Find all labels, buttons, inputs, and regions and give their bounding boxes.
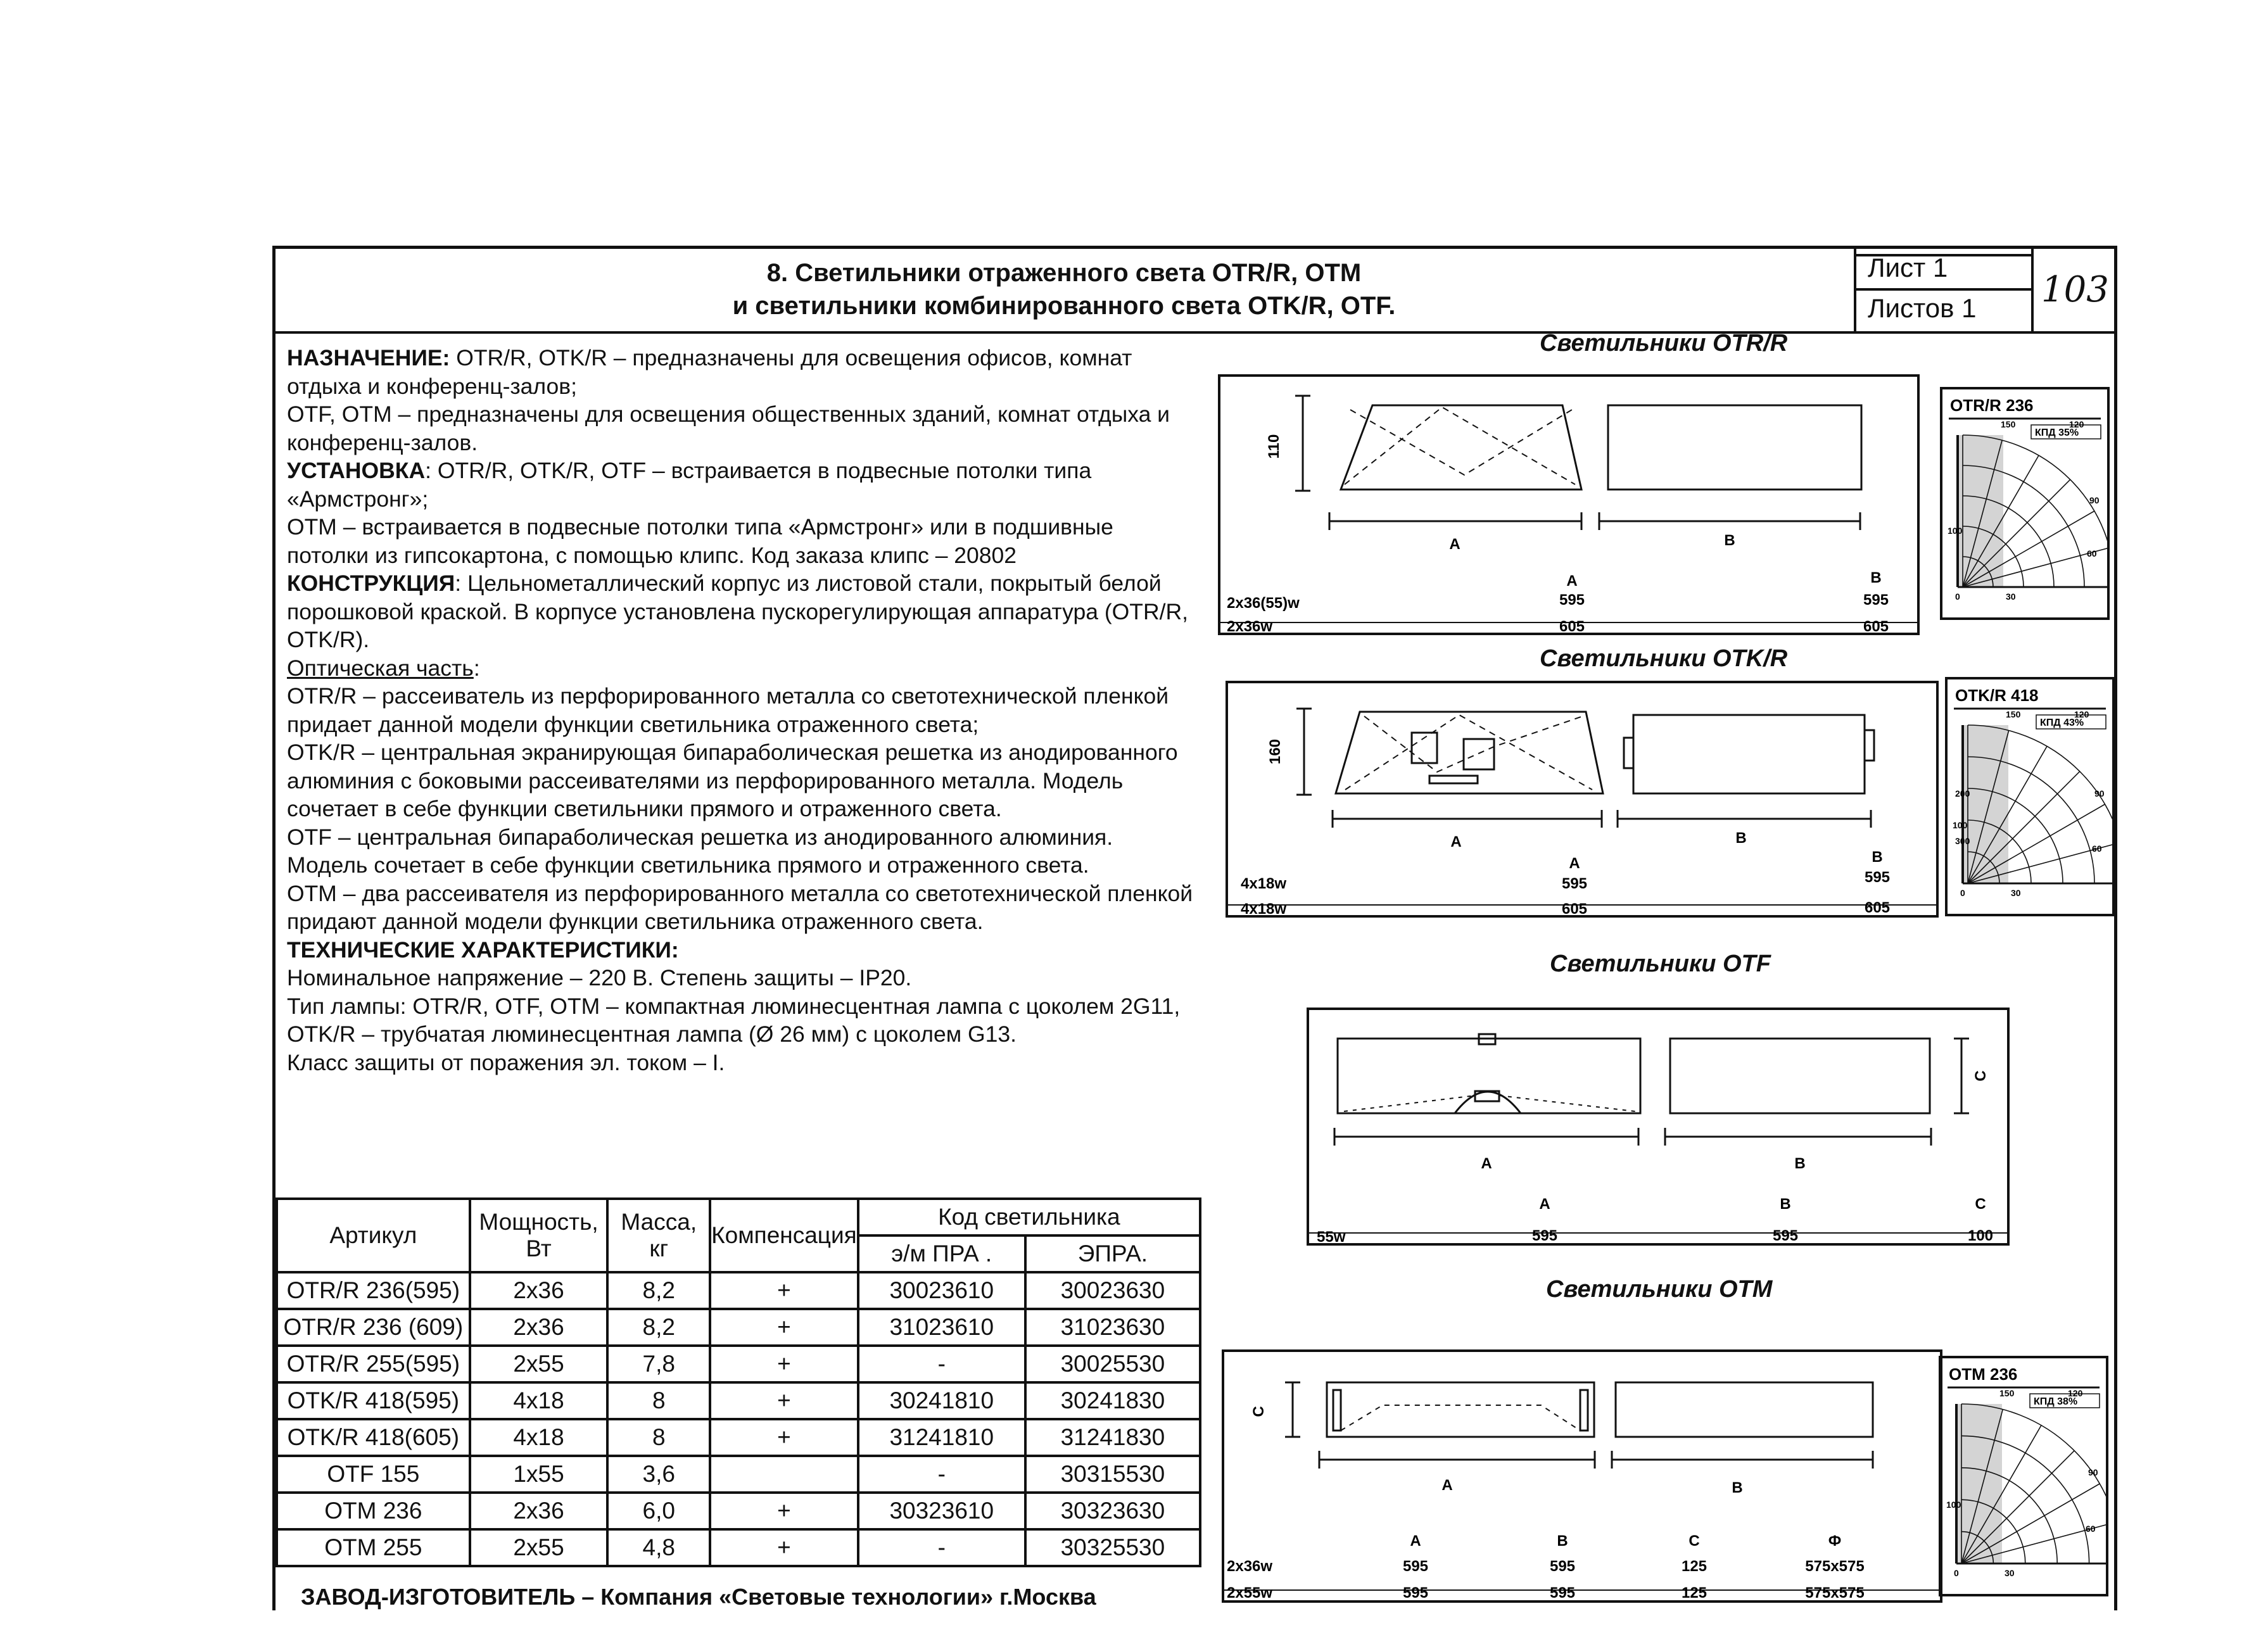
tech-heading: ТЕХНИЧЕСКИЕ ХАРАКТЕРИСТИКИ: [287, 937, 679, 963]
otr-row2-a: 605 [1559, 618, 1585, 633]
cell-compensation: + [710, 1346, 858, 1382]
optics-colon: : [473, 655, 480, 681]
otr-col-b: B [1870, 569, 1882, 586]
polar-tick: 200 [1955, 788, 1970, 799]
polar-tick: 60 [2086, 1524, 2096, 1534]
otr-row2-name: 2x36w [1227, 618, 1273, 633]
title-line-1: 8. Светильники отраженного света OTR/R, OTM [766, 259, 1362, 287]
otm-col-b: B [1557, 1532, 1568, 1550]
col-code-epra: ЭПРА. [1025, 1235, 1200, 1272]
cell-mass: 7,8 [607, 1346, 710, 1382]
cell-compensation: + [710, 1382, 858, 1419]
otr-polar-svg [1942, 389, 2107, 617]
purpose-text: OTR/R, OTK/R – предназначены для освещения офисов, комнат отдыха и конференц-залов; [287, 345, 1132, 399]
tech-lamp: Тип лампы: OTR/R, OTF, OTM – компактная люминесцентная лампа с цоколем 2G11, [287, 993, 1181, 1019]
tech-voltage: Номинальное напряжение – 220 В. Степень защиты – IP20. [287, 965, 912, 990]
cell-code-em: - [858, 1346, 1025, 1382]
polar-title: OTM 236 [1949, 1365, 2018, 1384]
title-line-2: и светильники комбинированного света OTK/R, OTF. [732, 292, 1396, 320]
polar-tick: 60 [2092, 843, 2102, 854]
otr-row2-b: 605 [1863, 618, 1889, 633]
polar-tick: 120 [2074, 709, 2089, 719]
otm-drawing [1222, 1349, 1942, 1603]
otf-dim-a: A [1481, 1155, 1492, 1172]
otm-row1-b: 595 [1549, 1558, 1576, 1575]
construction-heading: КОНСТРУКЦИЯ [287, 571, 455, 596]
cell-mass: 8 [607, 1419, 710, 1456]
spec-table [276, 1197, 1201, 1567]
polar-tick: 90 [2094, 788, 2105, 799]
col-code: Код светильника [858, 1199, 1200, 1235]
otr-height-label: 110 [1265, 434, 1283, 459]
cell-mass: 8 [607, 1382, 710, 1419]
sheet-box [1854, 249, 2034, 331]
tech-lamp-otk: OTK/R – трубчатая люминесцентная лампа (Ø 26 мм) с цоколем G13. [287, 1021, 1017, 1047]
otm-dim-b: B [1732, 1479, 1743, 1496]
cell-code-em: 30023610 [858, 1272, 1025, 1309]
table-row [277, 1272, 1200, 1309]
manufacturer: ЗАВОД-ИЗГОТОВИТЕЛЬ – Компания «Световые технологии» г.Москва [301, 1584, 1096, 1610]
otk-polar-diagram [1945, 677, 2115, 916]
col-mass: Масса, кг [607, 1199, 710, 1272]
cell-article: OTR/R 236 (609) [277, 1309, 470, 1346]
cell-compensation: + [710, 1493, 858, 1529]
otm-row2-d: 575x575 [1805, 1584, 1865, 1600]
polar-tick: 120 [2068, 1388, 2083, 1398]
cell-code-epra: 30023630 [1025, 1272, 1200, 1309]
otr-title: Светильники OTR/R [1540, 330, 1788, 357]
otk-title: Светильники OTK/R [1540, 645, 1788, 672]
optics-otm: OTM – два рассеивателя из перфорированного металла со светотехнической пленкой придают данной модели функции светильника отраженного света. [287, 880, 1193, 934]
otr-row1-b: 595 [1863, 591, 1889, 609]
cell-compensation [710, 1456, 858, 1493]
polar-curve-area [1959, 435, 2003, 587]
otm-row2-c: 125 [1681, 1584, 1707, 1600]
otr-drawing [1218, 374, 1920, 635]
otk-row1-name: 4x18w [1241, 875, 1287, 892]
otm-row2-name: 2x55w [1227, 1584, 1273, 1600]
cell-mass: 8,2 [607, 1309, 710, 1346]
table-row [277, 1529, 1200, 1566]
otf-row1-a: 595 [1531, 1227, 1558, 1243]
cell-mass: 4,8 [607, 1529, 710, 1566]
polar-tick: 100 [1953, 820, 1968, 830]
otk-row2-a: 605 [1561, 900, 1588, 915]
cell-code-em: 31241810 [858, 1419, 1025, 1456]
polar-tick: 150 [1999, 1388, 2015, 1398]
otm-polar-svg [1941, 1358, 2106, 1594]
otm-title: Светильники OTM [1546, 1276, 1773, 1303]
sheets-label: Листов 1 [1868, 293, 1977, 323]
polar-tick: 100 [1946, 1500, 1961, 1510]
cell-code-em: 30241810 [858, 1382, 1025, 1419]
polar-title: OTR/R 236 [1950, 396, 2034, 415]
polar-curve-area [1964, 725, 2008, 883]
polar-curve-area [1958, 1404, 2002, 1564]
install-text: : OTR/R, OTK/R, OTF – встраивается в подвесные потолки типа «Армстронг»; [287, 458, 1092, 512]
cell-article: OTR/R 255(595) [277, 1346, 470, 1382]
construction-text: : Цельнометаллический корпус из листовой стали, покрытый белой порошковой краской. В корпусе установлена пускорегулирующая аппаратура (OTR/R, OTK/R). [287, 571, 1188, 652]
cell-article: OTR/R 236(595) [277, 1272, 470, 1309]
col-power: Мощность, Вт [470, 1199, 608, 1272]
otf-row1-name: 55w [1317, 1229, 1346, 1243]
otm-row1-name: 2x36w [1227, 1558, 1273, 1575]
otf-col-b: B [1780, 1196, 1791, 1213]
polar-title: OTK/R 418 [1955, 686, 2039, 705]
polar-tick: 0 [1954, 1568, 1959, 1578]
otr-col-a: A [1566, 572, 1578, 590]
cell-code-em: - [858, 1529, 1025, 1566]
otk-col-a: A [1569, 855, 1580, 872]
polar-tick: 30 [2005, 1568, 2015, 1578]
cell-code-epra: 30325530 [1025, 1529, 1200, 1566]
polar-kpd: КПД 43% [2040, 717, 2084, 728]
otr-drawing-svg [1220, 377, 1917, 633]
cell-power: 2x55 [470, 1529, 608, 1566]
otk-col-b: B [1872, 849, 1883, 866]
cell-code-epra: 30323630 [1025, 1493, 1200, 1529]
cell-code-epra: 30241830 [1025, 1382, 1200, 1419]
otr-dim-a: A [1449, 536, 1460, 553]
cell-compensation: + [710, 1309, 858, 1346]
otm-row1-a: 595 [1402, 1558, 1429, 1575]
otm-row1-c: 125 [1681, 1558, 1707, 1575]
polar-tick: 0 [1960, 888, 1965, 898]
otf-row1-b: 595 [1772, 1227, 1799, 1243]
cell-power: 2x36 [470, 1309, 608, 1346]
cell-article: OTM 236 [277, 1493, 470, 1529]
table-row [277, 1419, 1200, 1456]
otk-row2-name: 4x18w [1241, 900, 1287, 915]
otm-row1-d: 575x575 [1805, 1558, 1865, 1575]
polar-tick: 0 [1955, 591, 1960, 602]
otm-height-c: C [1250, 1406, 1267, 1417]
otk-row2-b: 605 [1864, 899, 1891, 915]
otm-polar-diagram [1939, 1356, 2108, 1596]
otf-dim-c: C [1972, 1070, 1989, 1082]
cell-power: 2x36 [470, 1272, 608, 1309]
polar-tick: 300 [1955, 836, 1970, 846]
cell-compensation: + [710, 1272, 858, 1309]
cell-code-em: - [858, 1456, 1025, 1493]
divider [1856, 288, 2034, 291]
polar-kpd: КПД 38% [2034, 1396, 2078, 1407]
drawing-sheet [272, 246, 2117, 1610]
table-row [277, 1493, 1200, 1529]
otf-dim-b: B [1794, 1155, 1806, 1172]
cell-code-em: 31023610 [858, 1309, 1025, 1346]
otm-col-a: A [1410, 1532, 1421, 1550]
otk-height-label: 160 [1267, 738, 1284, 765]
cell-mass: 3,6 [607, 1456, 710, 1493]
install-text-2: OTM – встраивается в подвесные потолки типа «Армстронг» или в подшивные потолки из гипсокартона, с помощью клипс. Код заказа клипс – 20802 [287, 514, 1113, 568]
cell-code-epra: 31023630 [1025, 1309, 1200, 1346]
cell-power: 1x55 [470, 1456, 608, 1493]
polar-tick: 100 [1948, 526, 1963, 536]
install-heading: УСТАНОВКА [287, 458, 426, 483]
otm-dim-a: A [1441, 1477, 1453, 1494]
cell-code-em: 30323610 [858, 1493, 1025, 1529]
optics-otf: OTF – центральная бипараболическая решетка из анодированного алюминия. Модель сочетает в себе функции светильника прямого и отраженного света. [287, 824, 1113, 878]
polar-tick: 150 [2001, 419, 2016, 429]
otr-row1-a: 595 [1559, 591, 1585, 609]
cell-article: OTF 155 [277, 1456, 470, 1493]
col-code-em: э/м ПРА . [858, 1235, 1025, 1272]
table-row [277, 1309, 1200, 1346]
cell-article: OTM 255 [277, 1529, 470, 1566]
otm-col-c: C [1688, 1532, 1700, 1550]
otk-dim-a: A [1450, 833, 1462, 850]
polar-tick: 90 [2088, 1467, 2098, 1477]
otm-col-d: Ф [1828, 1532, 1842, 1550]
otm-row2-a: 595 [1402, 1584, 1429, 1600]
page-title [276, 256, 1853, 322]
otf-drawing-svg [1309, 1010, 2007, 1243]
tech-protection: Класс защиты от поражения эл. током – I. [287, 1049, 725, 1075]
otk-drawing-svg [1228, 683, 1936, 915]
cell-power: 2x55 [470, 1346, 608, 1382]
otr-dim-b: B [1724, 532, 1735, 549]
cell-code-epra: 30315530 [1025, 1456, 1200, 1493]
col-compensation: Компенсация [710, 1199, 858, 1272]
polar-kpd: КПД 35% [2035, 427, 2079, 438]
otk-drawing [1226, 681, 1939, 918]
otf-col-c: C [1975, 1196, 1986, 1213]
cell-power: 4x18 [470, 1419, 608, 1456]
cell-power: 2x36 [470, 1493, 608, 1529]
purpose-heading: НАЗНАЧЕНИЕ: [287, 345, 450, 370]
col-article: Артикул [277, 1199, 470, 1272]
polar-tick: 150 [2006, 709, 2021, 719]
optics-otk: OTK/R – центральная экранирующая бипараболическая решетка из анодированного алюминия с боковыми рассеивателями из перфорированного металла. Модель сочетает в себе функции светильники прямого и отраженного света. [287, 740, 1178, 821]
optics-heading: Оптическая часть [287, 655, 474, 681]
otk-row1-b: 595 [1864, 869, 1891, 886]
otf-col-a: A [1539, 1196, 1550, 1213]
polar-tick: 30 [2006, 591, 2016, 602]
cell-article: OTK/R 418(605) [277, 1419, 470, 1456]
polar-tick: 30 [2011, 888, 2021, 898]
sheet-number: 103 [2031, 249, 2117, 331]
polar-tick: 90 [2089, 495, 2100, 505]
cell-code-epra: 31241830 [1025, 1419, 1200, 1456]
title-block [276, 249, 2114, 334]
optics-otr: OTR/R – рассеиватель из перфорированного металла со светотехнической пленкой придает данной модели функции светильника отраженного света; [287, 683, 1169, 737]
polar-tick: 60 [2087, 548, 2097, 559]
otk-row1-a: 595 [1561, 875, 1588, 892]
cell-compensation: + [710, 1529, 858, 1566]
otf-row1-c: 100 [1967, 1227, 1994, 1243]
table-row [277, 1382, 1200, 1419]
otm-row2-b: 595 [1549, 1584, 1576, 1600]
cell-mass: 6,0 [607, 1493, 710, 1529]
otr-row1-name: 2x36(55)w [1227, 595, 1300, 612]
description-text [287, 344, 1199, 1077]
cell-code-epra: 30025530 [1025, 1346, 1200, 1382]
table-row [277, 1346, 1200, 1382]
otm-drawing-svg [1224, 1352, 1940, 1600]
cell-mass: 8,2 [607, 1272, 710, 1309]
cell-power: 4x18 [470, 1382, 608, 1419]
polar-tick: 120 [2069, 419, 2084, 429]
sheet-label: Лист 1 [1868, 253, 1948, 282]
otk-dim-b: B [1735, 830, 1747, 847]
purpose-text-2: OTF, OTM – предназначены для освещения общественных зданий, комнат отдыха и конференц-залов. [287, 401, 1170, 455]
otf-title: Светильники OTF [1550, 951, 1771, 977]
cell-compensation: + [710, 1419, 858, 1456]
cell-article: OTK/R 418(595) [277, 1382, 470, 1419]
otf-drawing [1307, 1008, 2010, 1246]
otr-polar-diagram [1940, 387, 2110, 620]
otk-polar-svg [1948, 679, 2112, 914]
table-row [277, 1456, 1200, 1493]
